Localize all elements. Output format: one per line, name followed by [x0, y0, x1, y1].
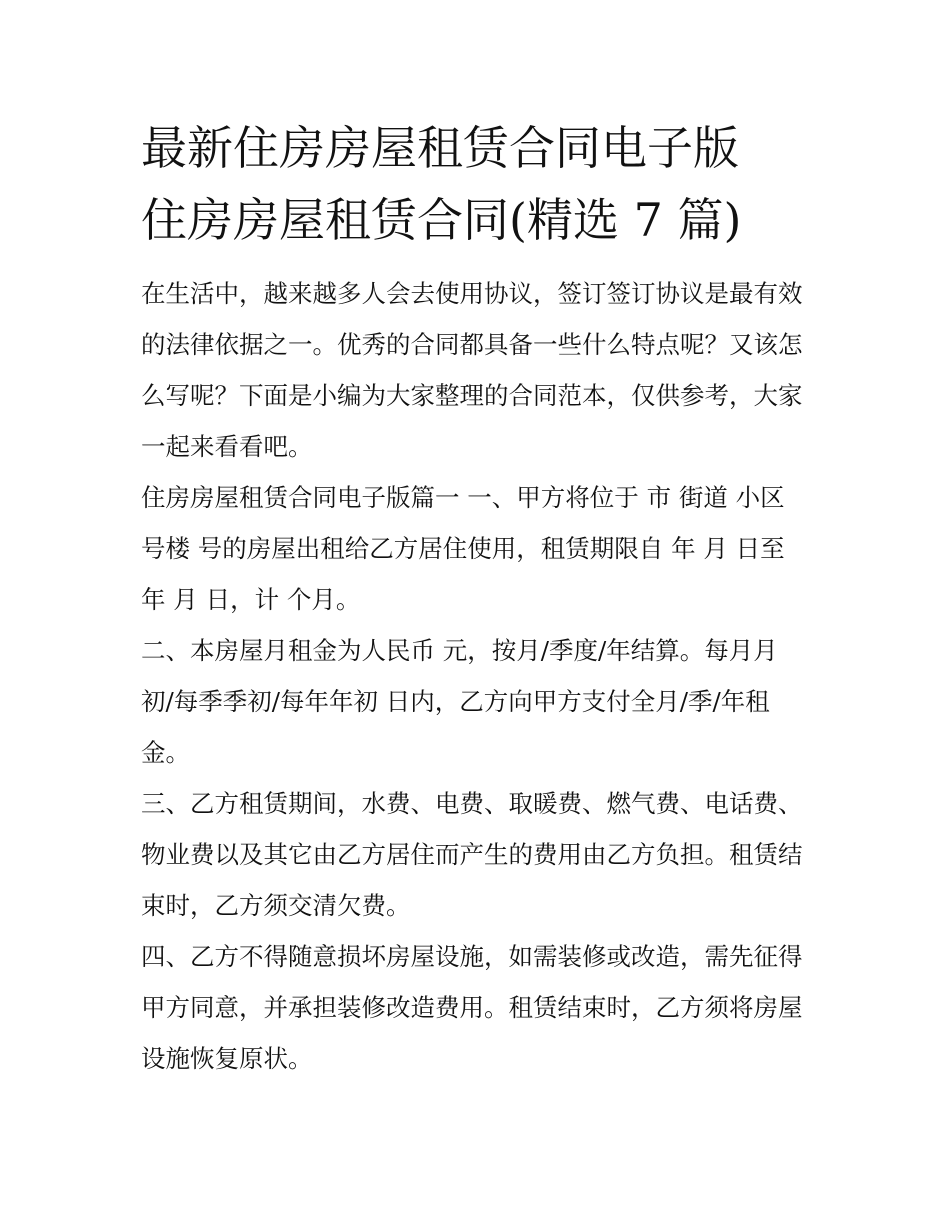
paragraph-line: 三、乙方租赁期间，水费、电费、取暖费、燃气费、电话费、 [141, 789, 803, 818]
clause-4-paragraph [141, 931, 813, 1084]
document-page [141, 112, 813, 1084]
document-title [141, 112, 813, 256]
paragraph-line: 么写呢？下面是小编为大家整理的合同范本，仅供参考，大家 [141, 381, 803, 410]
paragraph-line: 初/每季季初/每年年初 日内，乙方向甲方支付全月/季/年租 [141, 687, 770, 716]
paragraph-line: 束时，乙方须交清欠费。 [141, 891, 411, 920]
clause-2-paragraph [141, 625, 813, 778]
paragraph-line: 四、乙方不得随意损坏房屋设施，如需装修或改造，需先征得 [141, 942, 803, 971]
clause-3-paragraph [141, 778, 813, 931]
paragraph-line: 物业费以及其它由乙方居住而产生的费用由乙方负担。租赁结 [141, 840, 803, 869]
paragraph-line: 号楼 号的房屋出租给乙方居住使用，租赁期限自 年 月 日至 [141, 534, 785, 563]
paragraph-line: 甲方同意，并承担装修改造费用。租赁结束时，乙方须将房屋 [141, 993, 803, 1022]
title-line-2: 住房房屋租赁合同(精选 7 篇) [141, 193, 742, 247]
paragraph-line: 金。 [141, 738, 190, 767]
clause-1-paragraph [141, 472, 813, 625]
paragraph-line: 在生活中，越来越多人会去使用协议，签订签订协议是最有效 [141, 279, 803, 308]
paragraph-line: 年 月 日，计 个月。 [141, 585, 361, 614]
paragraph-line: 二、本房屋月租金为人民币 元，按月/季度/年结算。每月月 [141, 636, 778, 665]
paragraph-line: 住房房屋租赁合同电子版篇一 一、甲方将位于 市 街道 小区 [141, 483, 785, 512]
title-line-1: 最新住房房屋租赁合同电子版 [141, 121, 739, 175]
paragraph-line: 的法律依据之一。优秀的合同都具备一些什么特点呢？又该怎 [141, 330, 803, 359]
paragraph-line: 设施恢复原状。 [141, 1044, 313, 1073]
paragraph-line: 一起来看看吧。 [141, 432, 313, 461]
intro-paragraph [141, 268, 813, 472]
